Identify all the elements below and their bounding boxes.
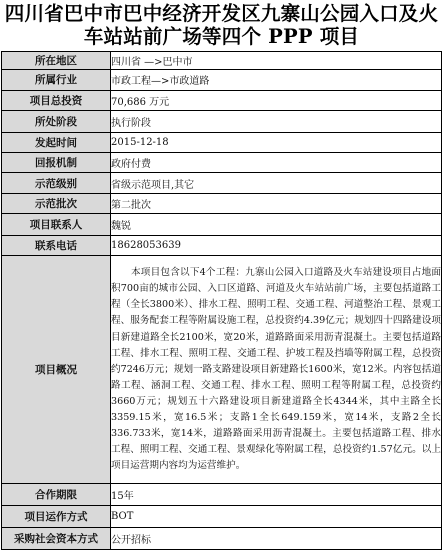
row-value: BOT xyxy=(111,505,442,528)
table-row xyxy=(2,70,442,90)
row-value: 政府付费 xyxy=(111,153,442,173)
table-row xyxy=(2,193,442,213)
row-label: 所属行业 xyxy=(2,70,111,90)
row-label: 合作期限 xyxy=(2,484,111,506)
row-label: 示范批次 xyxy=(2,193,111,213)
table-row xyxy=(2,505,442,528)
row-label: 回报机制 xyxy=(2,153,111,173)
table-row xyxy=(2,111,442,133)
table-row xyxy=(2,214,442,236)
table-row xyxy=(2,484,442,506)
row-label: 项目总投资 xyxy=(2,90,111,110)
table-row xyxy=(2,235,442,255)
row-value: 15年 xyxy=(111,484,442,506)
row-label: 采购社会资本方式 xyxy=(2,528,111,550)
table-row xyxy=(2,52,442,70)
row-label: 项目概况 xyxy=(2,256,111,484)
row-label: 所在地区 xyxy=(2,52,111,70)
table-row xyxy=(2,132,442,152)
document-title: 四川省巴中市巴中经济开发区九寨山公园入口及火车站站前广场等四个 PPP 项目 xyxy=(4,2,439,48)
table-row xyxy=(2,90,442,110)
row-value: 市政工程—>市政道路 xyxy=(111,70,442,90)
project-overview-text: 本项目包含以下4个工程：九寨山公园入口道路及火车站建设项目占地面积700亩的城市公园、入口区道路、河道及火车站站前广场，主要包括道路工程（全长3800米）、排水工程、照明工程、交通工程、河道整治工程、景观工程、服务配套工程等附属设施工程，总投资约4.39亿元；规划四十四路建设项目新建道路全长2100米，宽20米，道路路面采用沥青混凝土。主要包括道路工程、排水工程、照明工程、交通工程、护坡工程及挡墙等附属工程，总投资约7246万元；规划一路支路建设项目新建路长1600米，宽12米。内容包括道路工程、涵洞工程、交通工程、排水工程、照明工程等附属工程，总投资约3660万元；规划五十六路建设项目新建道路全长4344米，其中主路全长3359.15米，宽16.5米；支路1全长649.159米，宽14米，支路2全长336.733米，宽14米，道路路面采用沥青混凝土。主要包括道路工程、排水工程、照明工程、交通工程、景观绿化等附属工程，总投资约1.57亿元。以上项目运营期内容均为运营维护。 xyxy=(111,256,442,484)
table-row xyxy=(2,173,442,193)
row-label: 项目联系人 xyxy=(2,214,111,236)
row-value: 公开招标 xyxy=(111,528,442,550)
row-label: 联系电话 xyxy=(2,235,111,255)
row-label: 项目运作方式 xyxy=(2,505,111,528)
project-info-table xyxy=(1,51,442,550)
row-value: 省级示范项目,其它 xyxy=(111,173,442,193)
table-row xyxy=(2,153,442,173)
row-value: 2015-12-18 xyxy=(111,132,442,152)
row-value: 魏锐 xyxy=(111,214,442,236)
row-value: 70,686 万元 xyxy=(111,90,442,110)
row-value: 执行阶段 xyxy=(111,111,442,133)
row-value: 第二批次 xyxy=(111,193,442,213)
row-value: 四川省 —>巴中市 xyxy=(111,52,442,70)
row-label: 所处阶段 xyxy=(2,111,111,133)
row-label: 示范级别 xyxy=(2,173,111,193)
row-label: 发起时间 xyxy=(2,132,111,152)
table-row xyxy=(2,256,442,484)
table-row xyxy=(2,528,442,550)
row-value: 18628053639 xyxy=(111,235,442,255)
